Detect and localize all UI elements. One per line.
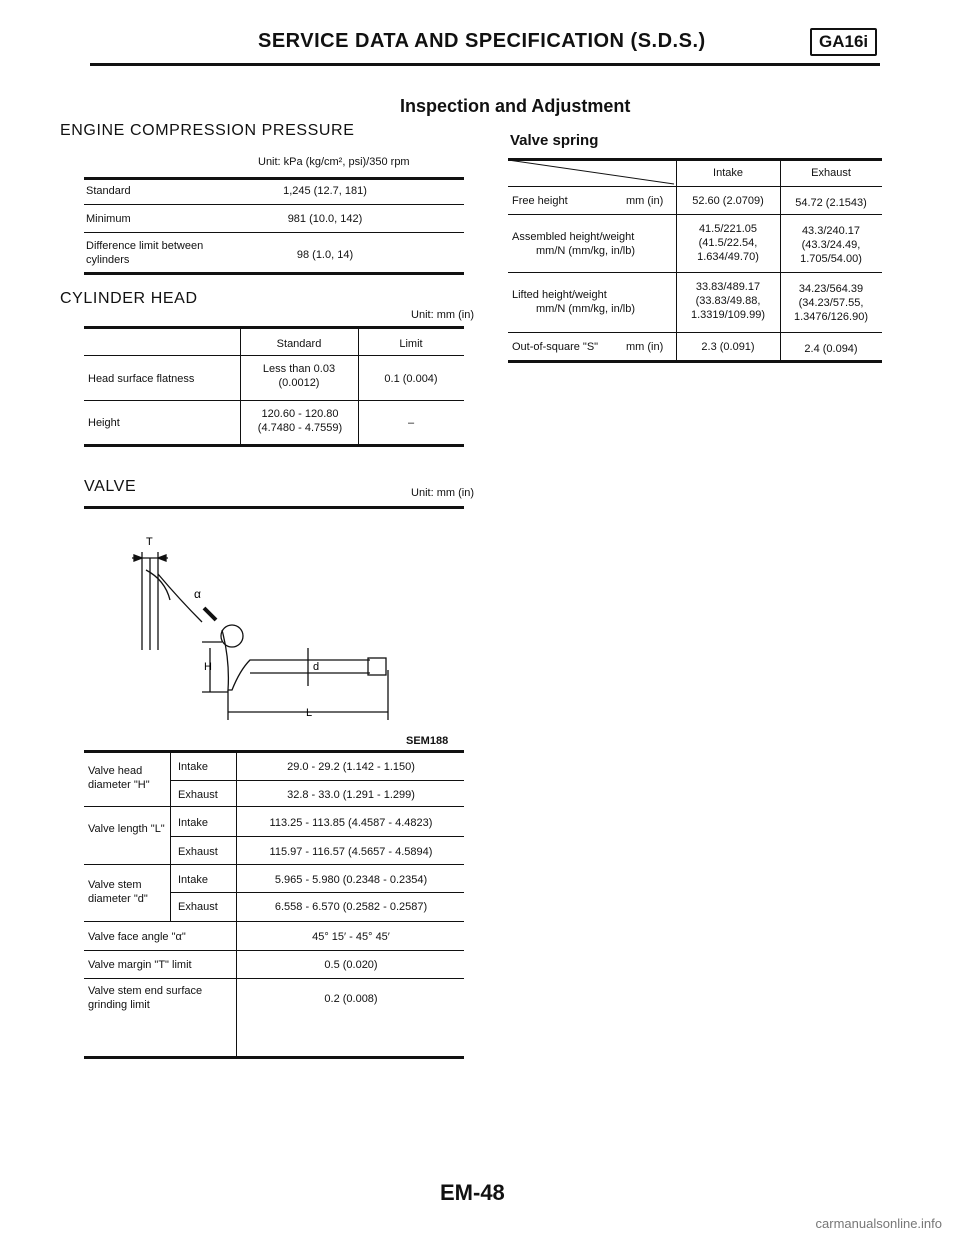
lifted-intake: 33.83/489.17 (33.83/49.88, 1.3319/109.99) bbox=[690, 281, 765, 321]
valve-stem-exhaust-label: Exhaust bbox=[178, 901, 218, 913]
row-divider bbox=[508, 214, 882, 215]
page-subtitle: Inspection and Adjustment bbox=[400, 96, 631, 116]
valve-length-intake-value: 113.25 - 113.85 (4.4587 - 4.4823) bbox=[269, 817, 433, 829]
valve-top-rule bbox=[84, 506, 464, 509]
header-rule bbox=[90, 63, 880, 66]
row-divider bbox=[170, 892, 464, 893]
lifted-exhaust: 34.23/564.39 (34.23/57.55, 1.3476/126.90) bbox=[793, 283, 868, 323]
out-of-square-label: Out-of-square "S" bbox=[512, 341, 599, 353]
valve-head-intake-value: 29.0 - 29.2 (1.142 - 1.150) bbox=[287, 761, 415, 773]
column-divider bbox=[236, 753, 237, 1058]
assembled-intake: 41.5/221.05 (41.5/22.54, 1.634/49.70) bbox=[697, 223, 759, 263]
assembled-exhaust: 43.3/240.17 (43.3/24.49, 1.705/54.00) bbox=[800, 225, 862, 265]
column-divider bbox=[170, 753, 171, 922]
row-divider bbox=[84, 921, 464, 922]
out-of-square-intake: 2.3 (0.091) bbox=[701, 341, 755, 353]
cylinder-head-col-standard: Standard bbox=[276, 338, 322, 350]
compression-difference-label: Difference limit between cylinders bbox=[86, 240, 204, 266]
free-height-exhaust: 54.72 (2.1543) bbox=[795, 197, 867, 209]
row-divider bbox=[84, 806, 464, 807]
header-diagonal bbox=[508, 160, 676, 186]
row-divider bbox=[84, 978, 464, 979]
compression-difference-value: 98 (1.0, 14) bbox=[296, 249, 354, 261]
out-of-square-unit: mm (in) bbox=[626, 341, 664, 353]
spring-col-intake: Intake bbox=[713, 167, 743, 179]
assembled-unit: mm/N (mm/kg, in/lb) bbox=[536, 245, 635, 257]
diagram-label-alpha: α bbox=[194, 587, 201, 601]
cylinder-head-top-rule bbox=[84, 326, 464, 329]
column-divider bbox=[780, 161, 781, 361]
row-divider bbox=[84, 355, 464, 356]
free-height-label: Free height bbox=[512, 195, 568, 207]
valve-length-label: Valve length "L" bbox=[88, 823, 165, 835]
valve-length-intake-label: Intake bbox=[178, 817, 208, 829]
row-divider bbox=[84, 232, 464, 233]
compression-top-rule bbox=[84, 177, 464, 180]
valve-length-exhaust-value: 115.97 - 116.57 (4.5657 - 4.5894) bbox=[269, 846, 433, 858]
compression-unit: Unit: kPa (kg/cm², psi)/350 rpm bbox=[258, 156, 410, 168]
grinding-limit-value: 0.2 (0.008) bbox=[324, 993, 378, 1005]
row-divider bbox=[84, 950, 464, 951]
valve-length-exhaust-label: Exhaust bbox=[178, 846, 218, 858]
row-divider bbox=[508, 186, 882, 187]
cylinder-head-col-limit: Limit bbox=[399, 338, 423, 350]
grinding-limit-label: Valve stem end surface grinding limit bbox=[88, 985, 203, 1011]
spring-bottom-rule bbox=[508, 360, 882, 363]
cylinder-head-title: CYLINDER HEAD bbox=[60, 290, 198, 307]
assembled-label: Assembled height/weight bbox=[512, 231, 635, 243]
height-standard: 120.60 - 120.80 (4.7480 - 4.7559) bbox=[257, 408, 343, 434]
face-angle-value: 45° 15′ - 45° 45′ bbox=[312, 931, 390, 943]
compression-standard-value: 1,245 (12.7, 181) bbox=[283, 185, 367, 197]
cylinder-head-unit: Unit: mm (in) bbox=[411, 309, 474, 321]
valve-stem-exhaust-value: 6.558 - 6.570 (0.2582 - 0.2587) bbox=[274, 901, 428, 913]
engine-badge: GA16i bbox=[810, 28, 877, 56]
valve-title: VALVE bbox=[84, 478, 137, 495]
valve-head-exhaust-value: 32.8 - 33.0 (1.291 - 1.299) bbox=[287, 789, 415, 801]
row-divider bbox=[170, 780, 464, 781]
valve-spring-title: Valve spring bbox=[510, 132, 599, 149]
flatness-label: Head surface flatness bbox=[88, 373, 195, 385]
compression-standard-label: Standard bbox=[86, 185, 131, 197]
valve-table-top-rule bbox=[84, 750, 464, 753]
compression-minimum-label: Minimum bbox=[86, 213, 131, 225]
diagram-label-d: d bbox=[313, 661, 320, 673]
page-number: EM-48 bbox=[440, 1180, 505, 1205]
valve-stem-label: Valve stem diameter "d" bbox=[88, 879, 148, 905]
row-divider bbox=[170, 836, 464, 837]
figure-code: SEM188 bbox=[406, 735, 449, 747]
flatness-standard: Less than 0.03 (0.0012) bbox=[262, 363, 336, 389]
margin-limit-label: Valve margin "T" limit bbox=[88, 959, 192, 971]
valve-head-label: Valve head diameter "H" bbox=[88, 765, 150, 791]
flatness-limit: 0.1 (0.004) bbox=[384, 373, 438, 385]
page-header-title: SERVICE DATA AND SPECIFICATION (S.D.S.) bbox=[258, 30, 706, 52]
margin-limit-value: 0.5 (0.020) bbox=[324, 959, 378, 971]
diagram-label-l: L bbox=[306, 707, 313, 719]
cylinder-head-bottom-rule bbox=[84, 444, 464, 447]
row-divider bbox=[84, 400, 464, 401]
valve-head-exhaust-label: Exhaust bbox=[178, 789, 218, 801]
row-divider bbox=[84, 864, 464, 865]
height-limit: – bbox=[407, 417, 415, 429]
row-divider bbox=[508, 332, 882, 333]
valve-head-intake-label: Intake bbox=[178, 761, 208, 773]
out-of-square-exhaust: 2.4 (0.094) bbox=[804, 343, 858, 355]
watermark: carmanualsonline.info bbox=[815, 1216, 942, 1231]
row-divider bbox=[508, 272, 882, 273]
compression-title: ENGINE COMPRESSION PRESSURE bbox=[60, 122, 355, 139]
compression-minimum-value: 981 (10.0, 142) bbox=[287, 213, 363, 225]
valve-stem-intake-value: 5.965 - 5.980 (0.2348 - 0.2354) bbox=[274, 874, 428, 886]
height-label: Height bbox=[88, 417, 120, 429]
diagram-label-t: T bbox=[146, 536, 153, 548]
valve-unit: Unit: mm (in) bbox=[411, 487, 474, 499]
column-divider bbox=[676, 161, 677, 361]
free-height-unit: mm (in) bbox=[626, 195, 664, 207]
row-divider bbox=[84, 204, 464, 205]
lifted-unit: mm/N (mm/kg, in/lb) bbox=[536, 303, 635, 315]
valve-diagram bbox=[110, 530, 410, 725]
face-angle-label: Valve face angle "α" bbox=[88, 931, 186, 943]
compression-bottom-rule bbox=[84, 272, 464, 275]
lifted-label: Lifted height/weight bbox=[512, 289, 607, 301]
diagram-label-h: H bbox=[204, 661, 212, 673]
spring-col-exhaust: Exhaust bbox=[811, 167, 851, 179]
free-height-intake: 52.60 (2.0709) bbox=[692, 195, 764, 207]
valve-stem-intake-label: Intake bbox=[178, 874, 208, 886]
valve-table-bottom-rule bbox=[84, 1056, 464, 1059]
